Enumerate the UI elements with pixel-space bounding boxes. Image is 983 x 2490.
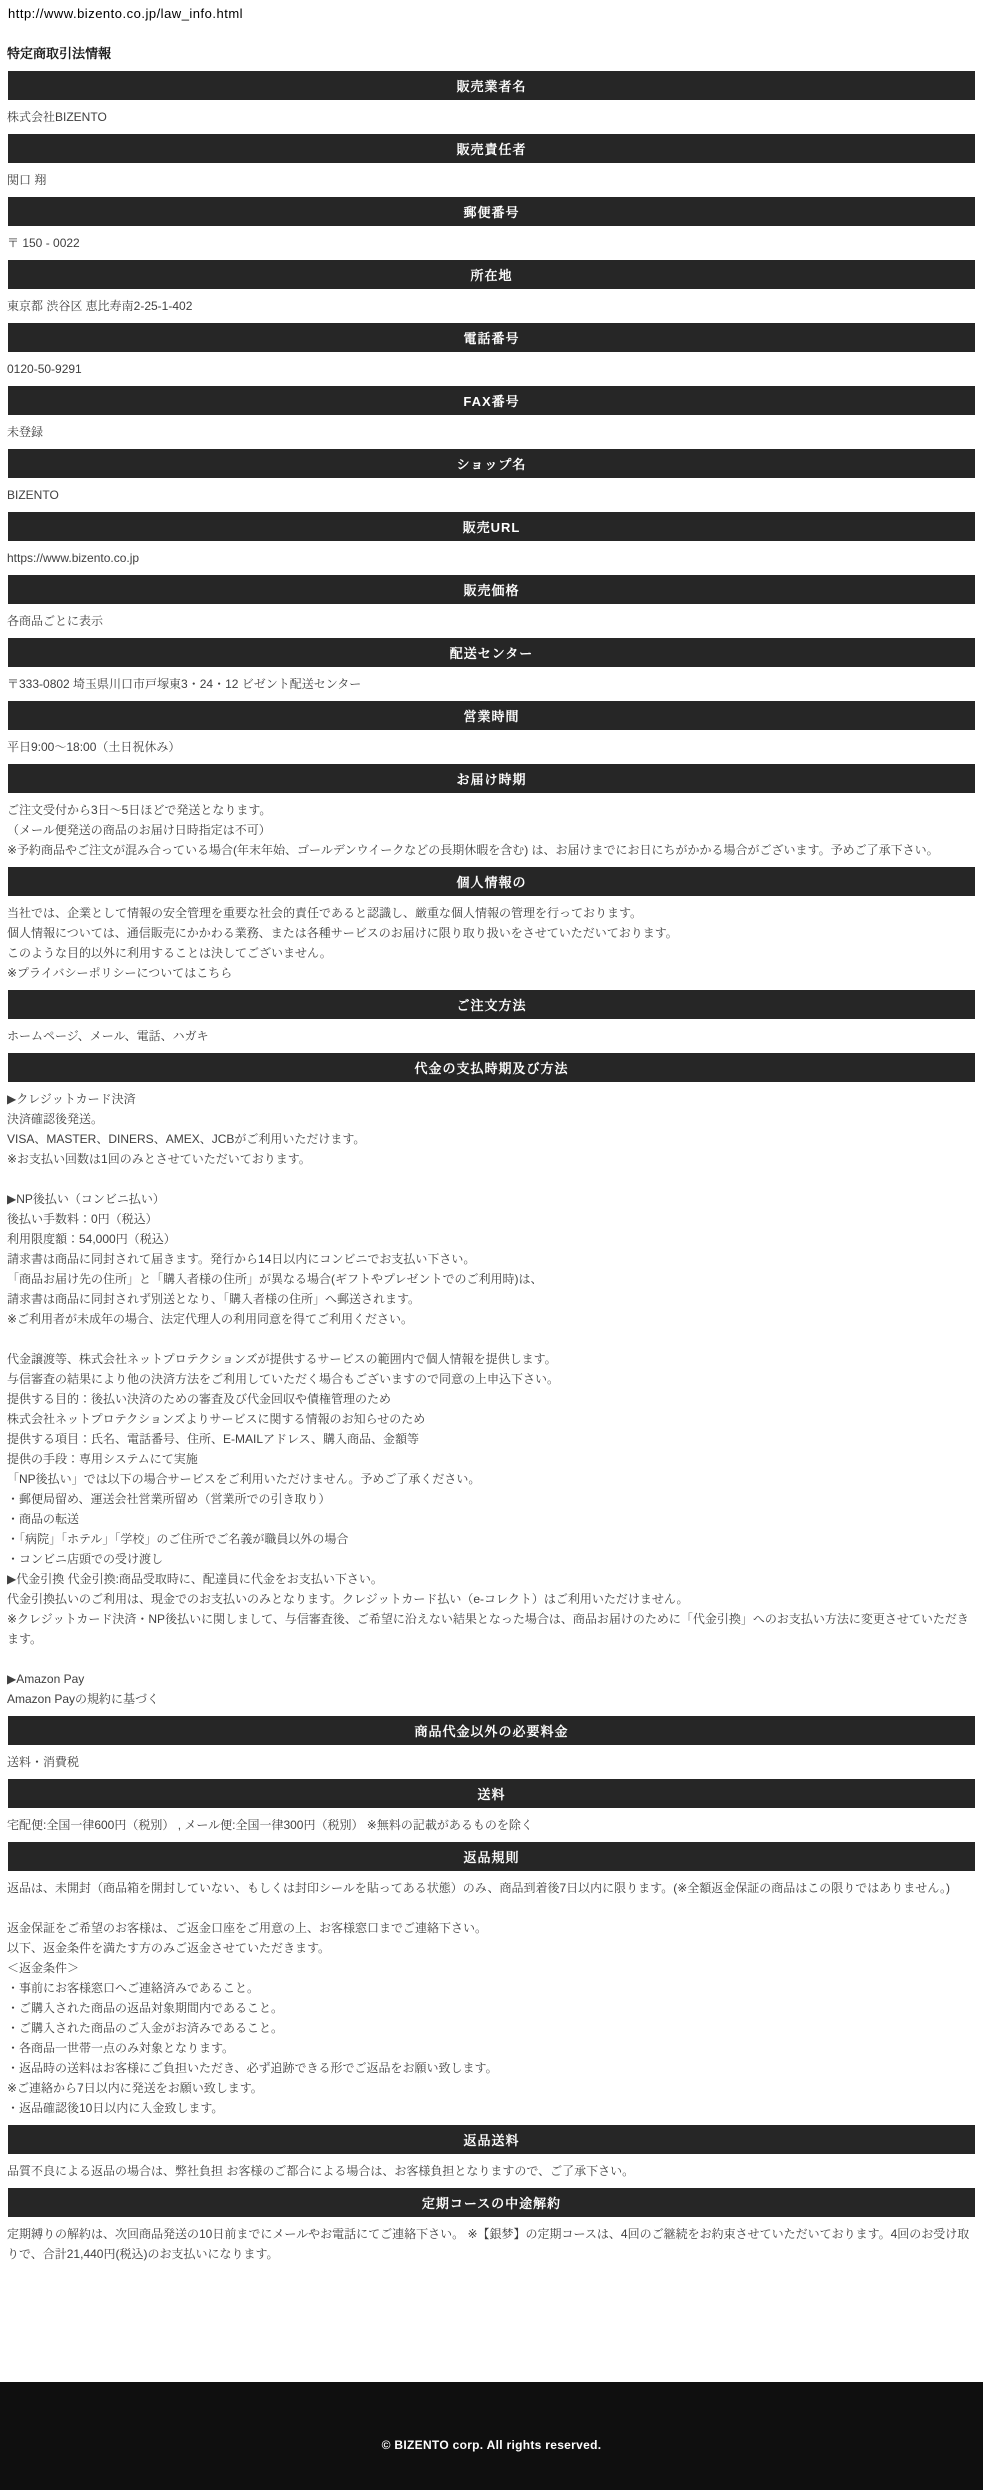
body-line: 個人情報については、通信販売にかかわる業務、または各種サービスのお届けに限り取り扱いをさせていただいております。	[7, 926, 678, 940]
body-line: ※プライバシーポリシーについてはこちら	[7, 966, 233, 980]
body-line: ▶Amazon Pay	[7, 1672, 85, 1686]
section-header-bar	[8, 512, 975, 541]
body-line: ・各商品一世帯一点のみ対象となります。	[7, 2041, 235, 2055]
law-section	[0, 2125, 983, 2181]
body-line: 品質不良による返品の場合は、弊社負担 お客様のご都合による場合は、お客様負担となりますので、ご了承下さい。	[7, 2164, 635, 2178]
body-line: 平日9:00～18:00（土日祝休み）	[7, 740, 181, 754]
section-header-label: 所在地	[470, 268, 513, 283]
body-line: ご注文受付から3日～5日ほどで発送となります。	[7, 803, 272, 817]
body-line: ・ご購入された商品の返品対象期間内であること。	[7, 2001, 284, 2015]
section-header-bar	[8, 575, 975, 604]
section-body	[7, 2161, 975, 2181]
body-line: 返品は、未開封（商品箱を開封していない、もしくは封印シールを貼ってある状態）のみ、商品到着後7日以内に限ります。(※全額返金保証の商品はこの限りではありません。)	[7, 1881, 950, 1895]
body-line: 与信審査の結果により他の決済方法をご利用していただく場合もございますので同意の上申込下さい。	[7, 1372, 560, 1386]
section-header-label: ご注文方法	[456, 998, 527, 1013]
page-title: 特定商取引法情報	[7, 46, 112, 61]
section-header-label: 電話番号	[463, 331, 520, 346]
body-line: 以下、返金条件を満たす方のみご返金させていただきます。	[7, 1941, 331, 1955]
section-header-bar	[8, 638, 975, 667]
law-section	[0, 386, 983, 442]
section-body	[7, 1878, 975, 2118]
section-body	[7, 903, 975, 983]
section-header-bar	[8, 1716, 975, 1745]
section-body	[7, 422, 975, 442]
section-header-bar	[8, 449, 975, 478]
body-line: 送料・消費税	[7, 1755, 80, 1769]
section-header-label: FAX番号	[463, 394, 520, 409]
body-line: ・「病院」「ホテル」「学校」のご住所でご名義が職員以外の場合	[7, 1532, 349, 1546]
body-line: ※ご連絡から7日以内に発送をお願い致します。	[7, 2081, 263, 2095]
section-body	[7, 359, 975, 379]
law-section	[0, 990, 983, 1046]
body-line: 「NP後払い」では以下の場合サービスをご利用いただけません。予めご了承ください。	[7, 1472, 481, 1486]
section-header-label: 返品規則	[463, 1850, 520, 1865]
law-section	[0, 1053, 983, 1709]
body-line: （メール便発送の商品のお届け日時指定は不可）	[7, 823, 271, 837]
blank-line	[7, 1649, 975, 1669]
body-line: このような目的以外に利用することは決してございません。	[7, 946, 332, 960]
section-header-label: 個人情報の	[456, 875, 527, 890]
body-line: ▶代金引換 代金引換:商品受取時に、配達員に代金をお支払い下さい。	[7, 1572, 383, 1586]
section-header-label: 販売URL	[462, 520, 521, 535]
body-line: 提供する項目：氏名、電話番号、住所、E-MAILアドレス、購入商品、金額等	[7, 1432, 420, 1446]
section-header-label: 営業時間	[463, 709, 520, 724]
section-body	[7, 1089, 975, 1709]
law-section	[0, 260, 983, 316]
body-line: 代金譲渡等、株式会社ネットプロテクションズが提供するサービスの範囲内で個人情報を提供します。	[7, 1352, 557, 1366]
section-header-label: 定期コースの中途解約	[421, 2196, 562, 2211]
blank-line	[7, 1169, 975, 1189]
body-line: ・商品の転送	[7, 1512, 80, 1526]
section-body	[7, 1815, 975, 1835]
section-header-label: 販売価格	[463, 583, 520, 598]
section-header-bar	[8, 1779, 975, 1808]
section-header-label: 代金の支払時期及び方法	[414, 1061, 569, 1076]
law-section	[0, 575, 983, 631]
body-line: 株式会社ネットプロテクションズよりサービスに関する情報のお知らせのため	[7, 1412, 426, 1426]
section-header-label: 販売責任者	[456, 142, 527, 157]
body-line: 東京都 渋谷区 恵比寿南2-25-1-402	[7, 299, 193, 313]
body-line: 0120-50-9291	[7, 362, 82, 376]
body-line: 提供の手段：専用システムにて実施	[7, 1452, 198, 1466]
section-header-bar	[8, 71, 975, 100]
section-header-label: 配送センター	[449, 646, 534, 661]
section-header-label: ショップ名	[456, 457, 527, 472]
body-line: VISA、MASTER、DINERS、AMEX、JCBがご利用いただけます。	[7, 1132, 366, 1146]
law-section	[0, 197, 983, 253]
section-header-bar	[8, 2188, 975, 2217]
browser-url: http://www.bizento.co.jp/law_info.html	[8, 6, 244, 21]
body-line: 定期縛りの解約は、次回商品発送の10日前までにメールやお電話にてご連絡下さい。 ※【銀梦】の定期コースは、4回のご継続をお約束させていただいております。4回のお受け取りで、合計21,440円(税込)のお支払いになります。	[7, 2227, 970, 2261]
body-line: 〒333-0802 埼玉県川口市戸塚東3・24・12 ビゼント配送センター	[7, 677, 362, 691]
body-line: 決済確認後発送。	[7, 1112, 104, 1126]
body-line: ※ご利用者が未成年の場合、法定代理人の利用同意を得てご利用ください。	[7, 1312, 414, 1326]
body-line: 返金保証をご希望のお客様は、ご返金口座をご用意の上、お客様窓口までご連絡下さい。	[7, 1921, 488, 1935]
body-line: ※予約商品やご注文が混み合っている場合(年末年始、ゴールデンウイークなどの長期休暇を含む) は、お届けまでにお日にちがかかる場合がございます。予めご了承下さい。	[7, 843, 939, 857]
body-line: BIZENTO	[7, 488, 59, 502]
body-line: 〒 150 - 0022	[7, 236, 80, 250]
law-section	[0, 867, 983, 983]
page-footer	[0, 2382, 983, 2490]
body-line: 後払い手数料：0円（税込）	[7, 1212, 158, 1226]
section-body	[7, 233, 975, 253]
section-body	[7, 611, 975, 631]
section-body	[7, 296, 975, 316]
law-section	[0, 1842, 983, 2118]
section-header-bar	[8, 2125, 975, 2154]
section-body	[7, 1752, 975, 1772]
body-line: 請求書は商品に同封されず別送となり、「購入者様の住所」へ郵送されます。	[7, 1292, 421, 1306]
section-header-label: 販売業者名	[456, 79, 527, 94]
body-line: ▶クレジットカード決済	[7, 1092, 136, 1106]
law-section	[0, 512, 983, 568]
section-header-bar	[8, 701, 975, 730]
body-line: 当社では、企業として情報の安全管理を重要な社会的責任であると認識し、厳重な個人情報の管理を行っております。	[7, 906, 643, 920]
section-header-bar	[8, 990, 975, 1019]
section-header-bar	[8, 134, 975, 163]
section-header-label: お届け時期	[456, 772, 527, 787]
body-line: ホームページ、メール、電話、ハガキ	[7, 1029, 209, 1043]
blank-line	[7, 1898, 975, 1918]
law-section	[0, 1716, 983, 1772]
law-section	[0, 764, 983, 860]
body-line: ※クレジットカード決済・NP後払いに関しまして、与信審査後、ご希望に沿えない結果となった場合は、商品お届けのために「代金引換」へのお支払い方法に変更させていただきます。	[7, 1612, 969, 1646]
body-line: ・事前にお客様窓口へご連絡済みであること。	[7, 1981, 260, 1995]
section-header-label: 返品送料	[463, 2133, 520, 2148]
section-body	[7, 548, 975, 568]
copyright-text: © BIZENTO corp. All rights reserved.	[381, 2438, 602, 2452]
section-body	[7, 800, 975, 860]
section-body	[7, 2224, 975, 2264]
sections-container	[0, 71, 983, 2264]
law-section	[0, 323, 983, 379]
body-line: ※お支払い回数は1回のみとさせていただいております。	[7, 1152, 311, 1166]
blank-line	[7, 1329, 975, 1349]
section-header-label: 送料	[477, 1787, 506, 1802]
body-line: 「商品お届け先の住所」と「購入者様の住所」が異なる場合(ギフトやプレゼントでのご利用時)は、	[7, 1272, 543, 1286]
section-header-bar	[8, 197, 975, 226]
section-body	[7, 737, 975, 757]
body-line: 株式会社BIZENTO	[7, 110, 107, 124]
section-body	[7, 1026, 975, 1046]
body-line: ・返品時の送料はお客様にご負担いただき、必ず追跡できる形でご返品をお願い致します。	[7, 2061, 498, 2075]
body-line: 請求書は商品に同封されて届きます。発行から14日以内にコンビニでお支払い下さい。	[7, 1252, 476, 1266]
section-header-label: 商品代金以外の必要料金	[414, 1724, 569, 1739]
law-section	[0, 1779, 983, 1835]
body-line: 利用限度額：54,000円（税込）	[7, 1232, 176, 1246]
body-line: 宅配便:全国一律600円（税別） , メール便:全国一律300円（税別） ※無料の記載があるものを除く	[7, 1818, 533, 1832]
section-header-bar	[8, 323, 975, 352]
section-header-bar	[8, 764, 975, 793]
law-section	[0, 638, 983, 694]
body-line: 各商品ごとに表示	[7, 614, 104, 628]
body-line: ・コンビニ店頭での受け渡し	[7, 1552, 164, 1566]
section-header-bar	[8, 386, 975, 415]
section-header-bar	[8, 1842, 975, 1871]
body-line: 代金引換払いのご利用は、現金でのお支払いのみとなります。クレジットカード払い（e-コレクト）はご利用いただけません。	[7, 1592, 689, 1606]
law-section	[0, 701, 983, 757]
body-line: ＜返金条件＞	[7, 1961, 80, 1975]
body-line: ▶NP後払い（コンビニ払い）	[7, 1192, 165, 1206]
section-header-bar	[8, 1053, 975, 1082]
section-header-label: 郵便番号	[463, 205, 520, 220]
law-section	[0, 71, 983, 127]
section-header-bar	[8, 260, 975, 289]
law-section	[0, 2188, 983, 2264]
body-line: ・ご購入された商品のご入金がお済みであること。	[7, 2021, 284, 2035]
law-section	[0, 449, 983, 505]
section-body	[7, 107, 975, 127]
section-body	[7, 674, 975, 694]
body-line: https://www.bizento.co.jp	[7, 551, 140, 565]
body-line: Amazon Payの規約に基づく	[7, 1692, 160, 1706]
body-line: 提供する目的：後払い決済のための審査及び代金回収や債権管理のため	[7, 1392, 392, 1406]
body-line: 未登録	[7, 425, 44, 439]
body-line: 関口 翔	[7, 173, 47, 187]
body-line: ・郵便局留め、運送会社営業所留め（営業所での引き取り）	[7, 1492, 331, 1506]
section-body	[7, 170, 975, 190]
body-line: ・返品確認後10日以内に入金致します。	[7, 2101, 224, 2115]
section-body	[7, 485, 975, 505]
section-header-bar	[8, 867, 975, 896]
law-section	[0, 134, 983, 190]
